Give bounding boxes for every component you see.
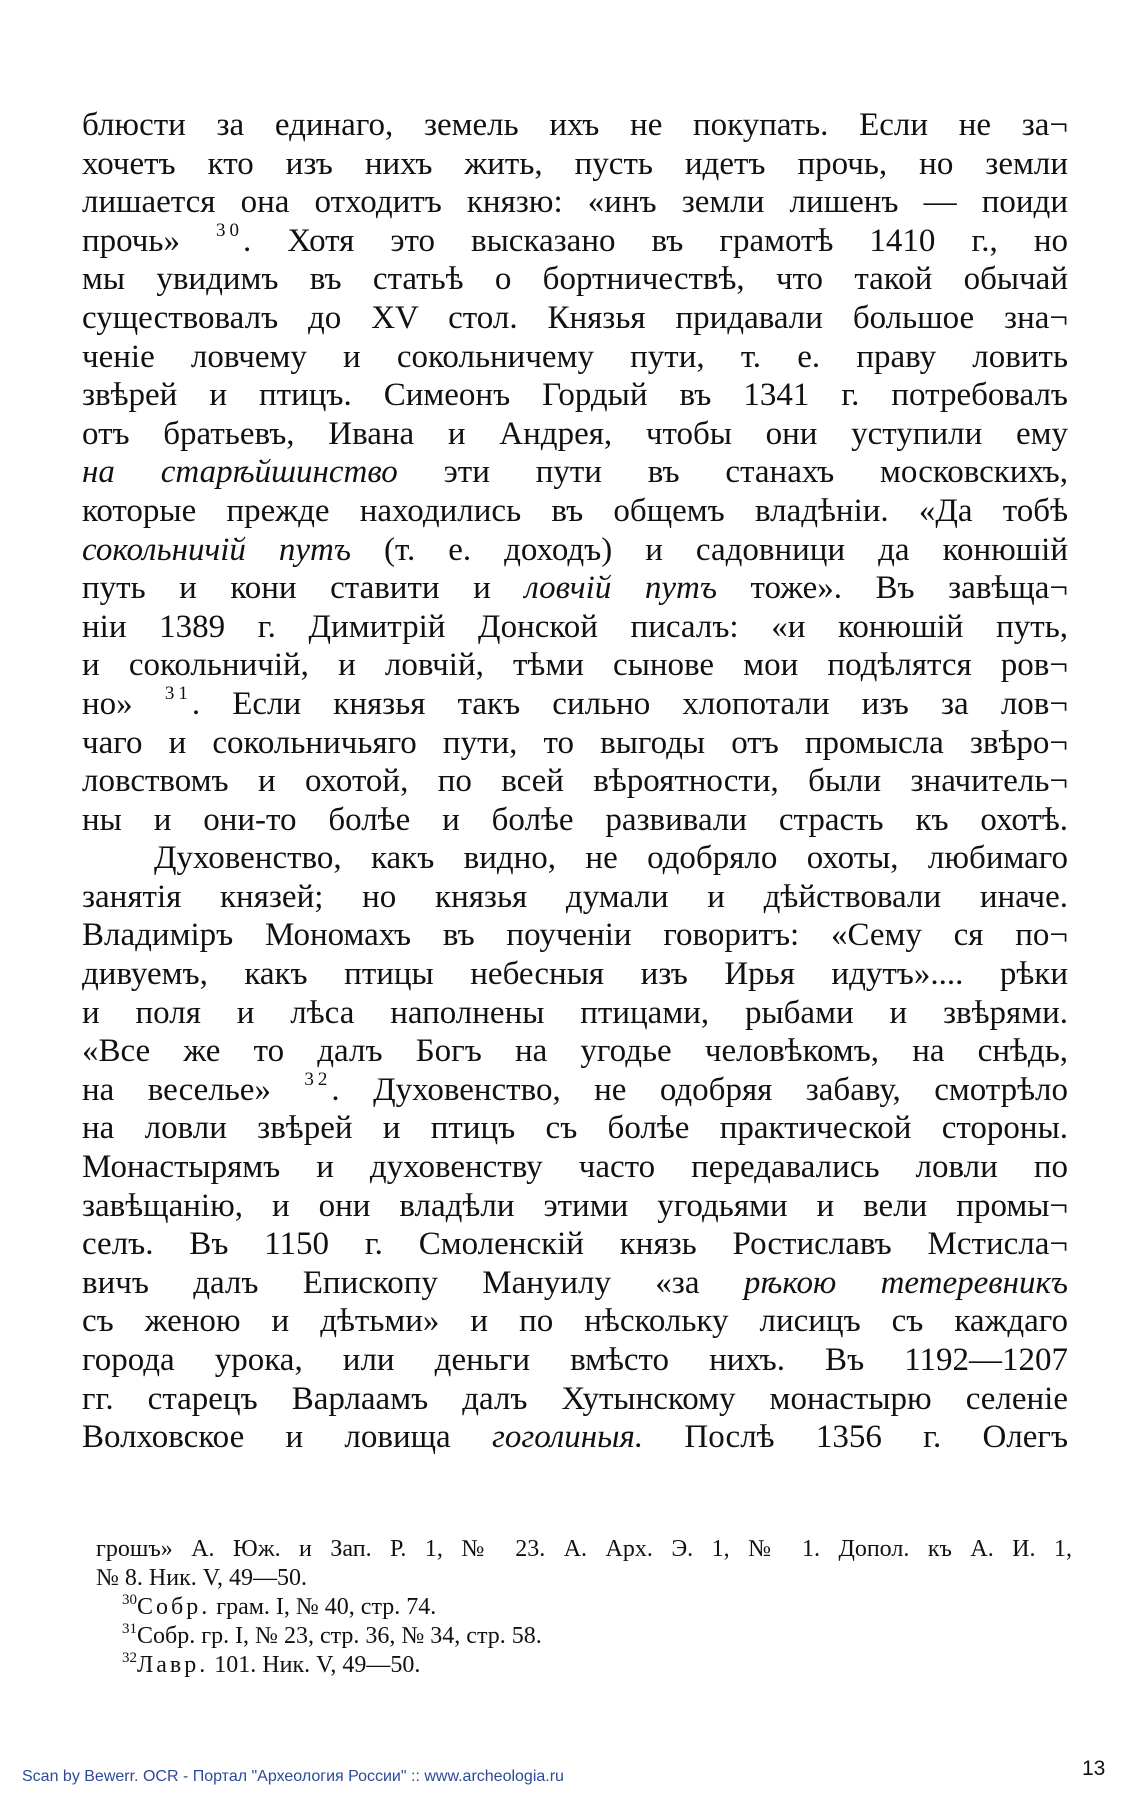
text-line: которые прежде находились въ общемъ владѣніи. «Да тобѣ xyxy=(82,492,1068,529)
text-line: хочетъ кто изъ нихъ жить, пусть идетъ прочь, но земли xyxy=(82,145,1068,182)
text-line: «Все же то далъ Богъ на угодье человѣкомъ, на снѣдь, xyxy=(82,1033,1068,1070)
text-line-with-italic xyxy=(82,569,1068,608)
page-number: 13 xyxy=(1082,1757,1106,1780)
text-line: звѣрей и птицъ. Симеонъ Гордый въ 1341 г. потребовалъ xyxy=(82,377,1068,414)
footnote-ref-30: 30 xyxy=(216,221,244,241)
text-line-with-italic xyxy=(82,453,1068,492)
text-line: лишается она отходитъ князю: «инъ земли лишенъ — поиди xyxy=(82,184,1068,221)
footnote-text: Собр. гр. I, № 23, стр. 36, № 34, стр. 58. xyxy=(137,1623,542,1649)
paragraph-start-line: Духовенство, какъ видно, не одобряло охоты, любимаго xyxy=(154,840,1068,877)
text-fragment: прочь» xyxy=(82,222,180,259)
footnote-number: 30 xyxy=(122,1592,137,1608)
text-line: блюсти за единаго, земель ихъ не покупать. Если не за¬ xyxy=(82,107,1068,143)
text-line-with-footnote-32 xyxy=(82,1071,1068,1110)
footnote-ref-32: 32 xyxy=(304,1070,332,1090)
text-line: города урока, или деньги вмѣсто нихъ. Въ 1192—1207 xyxy=(82,1342,1068,1378)
italic-term: на старѣйшинство xyxy=(82,454,398,491)
text-line-with-italic xyxy=(82,1264,1068,1303)
text-fragment: тоже». Въ завѣща¬ xyxy=(717,570,1068,607)
footnotes xyxy=(96,1535,1072,1680)
text-line: отъ братьевъ, Ивана и Андрея, чтобы они уступили ему xyxy=(82,415,1068,452)
footnote-32 xyxy=(96,1651,1072,1680)
text-line: чаго и сокольничьяго пути, то выгоды отъ промысла звѣро¬ xyxy=(82,724,1068,761)
text-line-with-italic xyxy=(82,1418,1068,1457)
footnote-source: Лавр. xyxy=(137,1652,209,1678)
text-line: Владиміръ Мономахъ въ поученіи говоритъ: «Сему ся по¬ xyxy=(82,917,1068,954)
text-line: мы увидимъ въ статьѣ о бортничествѣ, что такой обычай xyxy=(82,261,1068,298)
text-fragment: эти пути въ станахъ московскихъ, xyxy=(397,454,1068,491)
footnote-text: 101. Ник. V, 49—50. xyxy=(208,1652,421,1678)
text-fragment: вичъ далъ Епископу Мануилу «за xyxy=(82,1264,744,1301)
footnote-text: грам. I, № 40, стр. 74. xyxy=(210,1594,437,1620)
text-fragment: . Духовенство, не одобряя забаву, смотрѣло xyxy=(331,1071,1068,1108)
text-line: ніи 1389 г. Димитрій Донской писалъ: «и конюшій путь, xyxy=(82,608,1068,645)
text-line: ченіе ловчему и сокольничему пути, т. е. праву ловить xyxy=(82,338,1068,375)
text-line: Монастырямъ и духовенству часто передавались ловли по xyxy=(82,1149,1068,1186)
text-line: занятія князей; но князья думали и дѣйствовали иначе. xyxy=(82,878,1068,915)
main-text xyxy=(82,106,1068,1457)
text-fragment: но» xyxy=(82,685,133,722)
italic-term: сокольничій путъ xyxy=(82,531,351,568)
footnote-source: Собр. xyxy=(137,1594,211,1620)
text-line: на ловли звѣрей и птицъ съ болѣе практической стороны. xyxy=(82,1110,1068,1147)
text-line: селъ. Въ 1150 г. Смоленскій князь Ростиславъ Мстисла¬ xyxy=(82,1226,1068,1263)
footnote-ref-31: 31 xyxy=(164,684,192,704)
text-fragment: Волховское и ловища xyxy=(82,1419,492,1456)
text-line: завѣщанію, и они владѣли этими угодьями и вели промы¬ xyxy=(82,1187,1068,1224)
text-line: и поля и лѣса наполнены птицами, рыбами и звѣрями. xyxy=(82,994,1068,1031)
text-line-with-italic xyxy=(82,531,1068,570)
footnote-continuation: грошъ» А. Юж. и Зап. Р. 1, № 23. А. Арх. Э. 1, № 1. Допол. къ А. И. 1, xyxy=(96,1536,1072,1562)
text-line: гг. старецъ Варлаамъ далъ Хутынскому монастырю селеніе xyxy=(82,1380,1068,1417)
text-fragment: путь и кони ставити и xyxy=(82,570,525,607)
text-line: дивуемъ, какъ птицы небесныя изъ Ирья идутъ».... рѣки xyxy=(82,956,1068,993)
text-line: существовалъ до XV стол. Князья придавали большое зна¬ xyxy=(82,299,1068,336)
footnote-continuation: № 8. Ник. V, 49—50. xyxy=(96,1565,307,1591)
text-line: и сокольничій, и ловчій, тѣми сынове мои подѣлятся ров¬ xyxy=(82,647,1068,684)
italic-term: гоголиныя. xyxy=(491,1419,644,1456)
text-fragment: Послѣ 1356 г. Олегъ xyxy=(643,1419,1068,1456)
footnote-number: 31 xyxy=(122,1621,137,1637)
text-line-with-footnote-30 xyxy=(82,222,1068,261)
italic-term: рѣкою тетеревникъ xyxy=(743,1264,1068,1301)
text-fragment: (т. е. доходъ) и садовници да конюшій xyxy=(351,531,1068,568)
italic-term: ловчій путъ xyxy=(524,570,717,607)
text-line: ловствомъ и охотой, по всей вѣроятности, были значитель¬ xyxy=(82,763,1068,800)
text-fragment: на веселье» xyxy=(82,1071,271,1108)
scan-credit: Scan by Bewerr. OCR - Портал "Археология России" :: www.archeologia.ru xyxy=(22,1768,564,1785)
footnote-30 xyxy=(96,1593,1072,1622)
text-fragment: . Если князья такъ сильно хлопотали изъ за лов¬ xyxy=(191,685,1068,722)
footnote-number: 32 xyxy=(122,1650,137,1666)
text-line-with-footnote-31 xyxy=(82,685,1068,724)
text-line: ны и они-то болѣе и болѣе развивали страсть къ охотѣ. xyxy=(82,801,1068,838)
text-line: съ женою и дѣтьми» и по нѣскольку лисицъ съ каждаго xyxy=(82,1303,1068,1340)
text-fragment: . Хотя это высказано въ грамотѣ 1410 г., но xyxy=(243,222,1068,259)
footnote-31 xyxy=(96,1622,1072,1651)
